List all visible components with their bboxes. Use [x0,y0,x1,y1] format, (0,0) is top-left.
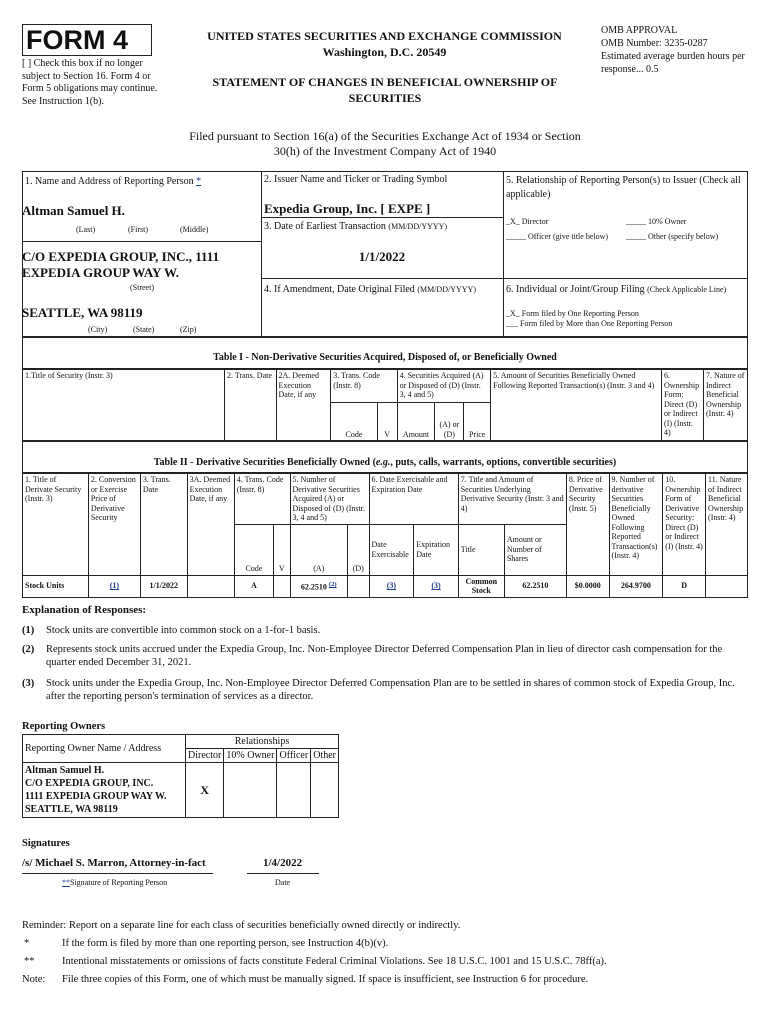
t2-a: (A) [290,524,348,575]
relationship-other: _____ Other (specify below) [626,232,719,241]
t1-v: V [377,403,397,441]
table1 [22,369,748,441]
t2-h10: 10. Ownership Form of Derivative Security: Direct (D) or Indirect (I) (Instr. 4) [663,474,706,576]
state-label: (State) [133,325,155,334]
explanation-num: (3) [22,678,35,689]
city-label: (City) [88,325,108,334]
footer-note-text: If the form is filed by more than one reporting person, see Instruction 4(b)(v). [62,938,389,949]
explanation-item [22,624,748,637]
footer-note [22,974,748,985]
explanation-title: Explanation of Responses: [22,604,147,616]
reporting-person-city: SEATTLE, WA 98119 [22,305,143,320]
reporting-person-mark[interactable]: * [196,176,202,187]
t2-h9: 9. Number of derivative Securities Beneficially Owned Following Reported Transaction(s) (Instr. 4) [609,474,663,576]
t2-row-date-ex-footnote[interactable]: (3) [386,581,397,591]
table-row [23,763,339,818]
relationship-ten-pct: _____ 10% Owner [626,217,687,226]
t2-h3: 3. Trans. Date [140,474,187,576]
t1-price: Price [464,403,491,441]
t2-v: V [274,524,290,575]
t2-h6: 6. Date Exercisable and Expiration Date [369,474,458,525]
last-label: (Last) [76,225,96,234]
filed-pursuant: Filed pursuant to Section 16(a) of the Securities Exchange Act of 1934 or Section 30(h) of the Investment Company Act of 1940 [189,129,581,158]
middle-label: (Middle) [180,225,209,234]
t2-amount-shares: Amount or Number of Shares [504,524,566,575]
signature-label: **Signature of Reporting Person [62,878,168,887]
t2-row-price: $0.0000 [566,575,609,597]
t1-h1: 1.Title of Security (Instr. 3) [23,370,225,441]
t2-h3a: 3A. Deemed Execution Date, if any [187,474,234,576]
agency-title: UNITED STATES SECURITIES AND EXCHANGE COMMISSION [207,29,562,43]
t2-row-exp-date-footnote[interactable]: (3) [431,581,441,591]
zip-label: (Zip) [180,325,197,334]
t2-h8: 8. Price of Derivative Security (Instr. 5) [566,474,609,576]
earliest-transaction-label: 3. Date of Earliest Transaction (MM/DD/YYYY) [264,221,448,232]
t2-h1: 1. Title of Derivate Security (Instr. 3) [23,474,89,576]
footer-note-text: Intentional misstatements or omissions of facts constitute Federal Criminal Violations. See 18 U.S.C. 1001 and 15 U.S.C. 78ff(a). [62,956,607,967]
street-label: (Street) [130,283,154,292]
table2-title: Table II - Derivative Securities Beneficially Owned (e.g., puts, calls, warrants, options, convertible securities) [153,457,617,468]
t2-exp-date: Expiration Date [414,524,458,575]
t2-row-form: D [663,575,706,597]
t2-date-ex: Date Exercisable [369,524,414,575]
t2-row-date: 1/1/2022 [140,575,187,597]
issuer-value: Expedia Group, Inc. [ EXPE ] [264,201,431,216]
reporting-owners-title: Reporting Owners [22,721,106,732]
t1-code: Code [331,403,378,441]
amendment-label: 4. If Amendment, Date Original Filed (MM/DD/YYYY) [264,284,476,295]
explanation-num: (1) [22,625,35,636]
reporting-person-street: C/O EXPEDIA GROUP, INC., 1111 EXPEDIA GROUP WAY W. [22,249,220,280]
omb-approval [601,24,751,76]
signature-mark[interactable]: ** [62,878,70,887]
ro-ten-pct: 10% Owner [224,749,277,763]
filing-label: 6. Individual or Joint/Group Filing (Check Applicable Line) [506,284,727,295]
t2-h4: 4. Trans. Code (Instr. 8) [234,474,290,525]
t2-title: Title [458,524,504,575]
t2-h7: 7. Title and Amount of Securities Underlying Derivative Security (Instr. 3 and 4) [458,474,566,525]
t1-h4: 4. Securities Acquired (A) or Disposed of (D) (Instr. 3, 4 and 5) [397,370,491,403]
t1-h7: 7. Nature of Indirect Beneficial Ownership (Instr. 4) [703,370,747,441]
ro-col-name: Reporting Owner Name / Address [23,735,186,763]
footer-note-mark: ** [24,956,35,967]
signature-date: 1/4/2022 [263,857,303,869]
footer-note-text: File three copies of this Form, one of which must be manually signed. If space is insufficient, see Instruction 6 for procedure. [62,974,589,985]
ro-officer: Officer [277,749,311,763]
reporting-person-name: Altman Samuel H. [22,203,125,218]
footer-note [22,956,748,967]
footer-note-mark: Note: [22,974,46,985]
omb-number: OMB Number: 3235-0287 [601,38,708,49]
reminder: Reminder: Report on a separate line for each class of securities beneficially owned directly or indirectly. [22,920,461,931]
explanation-text: Stock units under the Expedia Group, Inc. Non-Employee Director Deferred Compensation Plan are to be settled in shares of common stock of Expedia Group, Inc. after the reporting person's termination of services as a director. [46,678,735,702]
relationship-officer: _____ Officer (give title below) [506,232,609,241]
t2-d: (D) [348,524,369,575]
t2-code: Code [234,524,273,575]
filing-one: _X_ Form filed by One Reporting Person [506,309,639,318]
filing-more: ___ Form filed by More than One Reporting Person [506,319,673,328]
table2 [22,473,748,598]
ro-other: Other [311,749,339,763]
relationship-label: 5. Relationship of Reporting Person(s) to Issuer (Check all applicable) [506,175,741,200]
t2-h5: 5. Number of Derivative Securities Acquired (A) or Disposed of (D) (Instr. 3, 4 and 5) [290,474,369,525]
t1-h6: 6. Ownership Form: Direct (D) or Indirect (I) (Instr. 4) [662,370,704,441]
omb-burden: Estimated average burden hours per response... 0.5 [601,51,745,75]
earliest-transaction-value: 1/1/2022 [358,249,406,264]
t1-aord: (A) or (D) [435,403,464,441]
t2-row-code: A [234,575,273,597]
form-title: FORM 4 [22,24,152,56]
signatures-title: Signatures [22,838,70,849]
t2-row-a-footnote[interactable]: (2) [328,580,337,588]
first-label: (First) [128,225,148,234]
ro-relationships: Relationships [186,735,339,749]
explanation-num: (2) [22,644,35,655]
t2-row-owned: 264.9700 [609,575,663,597]
date-label: Date [275,878,291,887]
check-box-note: [ ] Check this box if no longer subject to Section 16. Form 4 or Form 5 obligations may continue. See Instruction 1(b). [22,58,158,107]
issuer-label: 2. Issuer Name and Ticker or Trading Symbol [264,174,448,185]
t2-row-conversion-footnote[interactable]: (1) [109,581,120,591]
footer-note [22,938,748,949]
agency-location: Washington, D.C. 20549 [322,45,447,59]
explanation-item [22,677,748,703]
footer-note-mark: * [24,938,30,949]
omb-title: OMB APPROVAL [601,25,678,36]
relationship-director: _X_ Director [506,217,549,226]
explanation-item [22,643,748,669]
t1-amount: Amount [397,403,435,441]
reporting-owners-table [22,734,339,818]
explanation-text: Represents stock units accrued under the Expedia Group, Inc. Non-Employee Director Deferred Compensation Plan in lieu of director cash compensation for the quarter ended December 31, 2021. [46,644,723,668]
statement-title: STATEMENT OF CHANGES IN BENEFICIAL OWNERSHIP OF SECURITIES [212,75,558,105]
table1-title: Table I - Non-Derivative Securities Acquired, Disposed of, or Beneficially Owned [213,352,557,363]
t2-h11: 11. Nature of Indirect Beneficial Ownership (Instr. 4) [706,474,748,576]
t1-h2: 2. Trans. Date [225,370,277,441]
t1-h2a: 2A. Deemed Execution Date, if any [276,370,331,441]
ro-owner-address: Altman Samuel H. C/O EXPEDIA GROUP, INC. 1111 EXPEDIA GROUP WAY W. SEATTLE, WA 98119 [23,763,186,818]
t1-h3: 3. Trans. Code (Instr. 8) [331,370,397,403]
ro-director-mark: X [186,763,224,818]
t1-h5: 5. Amount of Securities Beneficially Owned Following Reported Transaction(s) (Instr. 3 and 4) [491,370,662,441]
explanation-text: Stock units are convertible into common stock on a 1-for-1 basis. [46,625,321,636]
t2-row-shares: 62.2510 [504,575,566,597]
t2-h2: 2. Conversion or Exercise Price of Derivative Security [88,474,140,576]
table-row [23,575,748,597]
t2-row-a-amount: 62.2510 [300,582,327,592]
t2-row-security: Stock Units [23,575,89,597]
reporting-person-label: 1. Name and Address of Reporting Person * [25,176,202,187]
signer-name: /s/ Michael S. Marron, Attorney-in-fact [22,857,206,869]
t2-row-title: Common Stock [458,575,504,597]
ro-director: Director [186,749,224,763]
